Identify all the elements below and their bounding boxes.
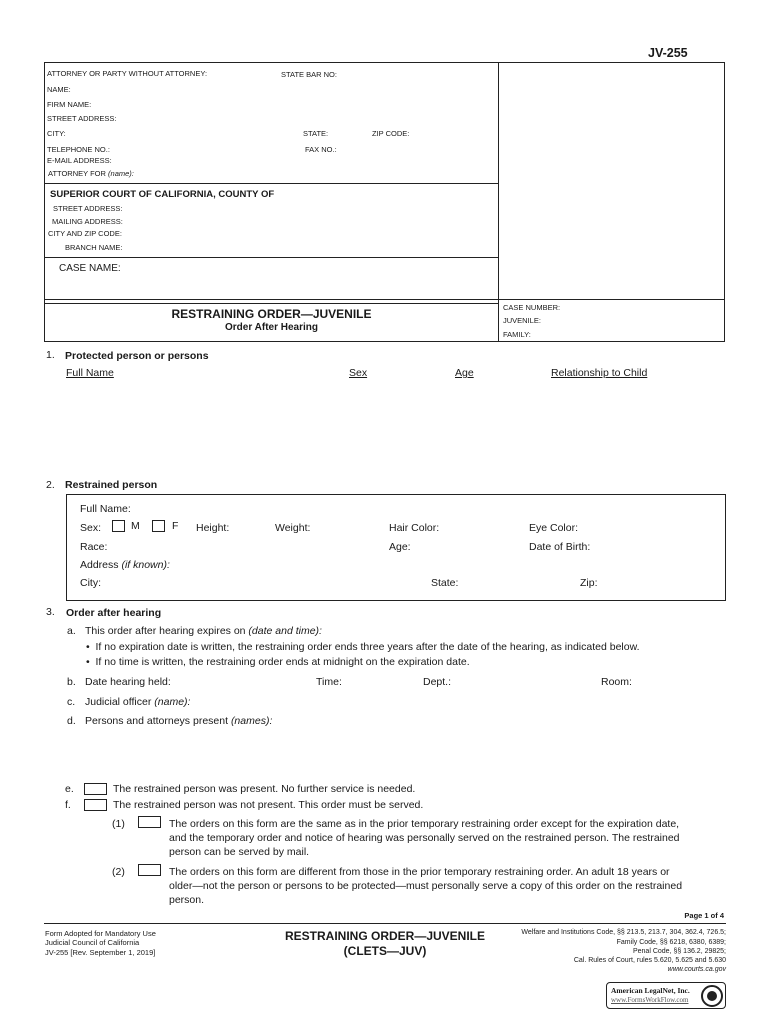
item-f-label: f. xyxy=(65,799,71,811)
attorney-for-label: ATTORNEY FOR (name): xyxy=(48,169,134,178)
fax-label: FAX NO.: xyxy=(305,145,337,154)
firm-label: FIRM NAME: xyxy=(47,100,92,109)
item-f2-checkbox[interactable] xyxy=(138,864,161,876)
footer-title: RESTRAINING ORDER—JUVENILE xyxy=(284,929,486,943)
item-c-label: c. xyxy=(67,696,76,708)
page-number: Page 1 of 4 xyxy=(684,911,724,920)
rp-city-label: City: xyxy=(80,577,101,589)
rp-height-label: Height: xyxy=(196,522,230,534)
rp-hair-label: Hair Color: xyxy=(389,522,440,534)
col-sex: Sex xyxy=(349,367,368,379)
rp-full-name-label: Full Name: xyxy=(80,503,131,515)
zip-label: ZIP CODE: xyxy=(372,129,410,138)
item-f1-line2: and the temporary order and notice of hearing was personally served on the restrained person. The restrained xyxy=(169,832,680,844)
item-b-label: b. xyxy=(67,676,76,688)
sex-f-checkbox[interactable] xyxy=(152,520,165,532)
footer-codes-3: Penal Code, §§ 136.2, 29825; xyxy=(632,948,726,955)
item-f-checkbox[interactable] xyxy=(84,799,107,811)
court-street-label: STREET ADDRESS: xyxy=(53,204,123,213)
sex-f-label: F xyxy=(172,520,179,532)
attorney-header: ATTORNEY OR PARTY WITHOUT ATTORNEY: xyxy=(47,69,208,78)
item-b-room: Room: xyxy=(601,676,632,688)
item-e-label: e. xyxy=(65,783,74,795)
telephone-label: TELEPHONE NO.: xyxy=(47,145,110,154)
footer-codes-4: Cal. Rules of Court, rules 5.620, 5.625 and 5.630 xyxy=(573,957,726,964)
item-f2-label: (2) xyxy=(112,866,125,878)
footer-subtitle: (CLETS—JUV) xyxy=(343,944,427,958)
item-f1-checkbox[interactable] xyxy=(138,816,161,828)
section2-number: 2. xyxy=(46,479,55,491)
document-subtitle: Order After Hearing xyxy=(225,322,318,333)
city-label: CITY: xyxy=(47,129,66,138)
section1-title: Protected person or persons xyxy=(65,350,209,362)
bullet-1: • If no expiration date is written, the restraining order ends three years after the date of the hearing, as indicated below. xyxy=(86,641,640,653)
item-b-time: Time: xyxy=(316,676,342,688)
section3-title: Order after hearing xyxy=(66,607,162,619)
section3-number: 3. xyxy=(46,606,55,618)
rp-weight-label: Weight: xyxy=(275,522,311,534)
email-label: E-MAIL ADDRESS: xyxy=(47,156,112,165)
footer-adopted-2: Judicial Council of California xyxy=(45,938,140,947)
item-b-text: Date hearing held: xyxy=(85,676,171,688)
item-d-text: Persons and attorneys present (names): xyxy=(85,715,273,727)
state-label: STATE: xyxy=(303,129,329,138)
rp-age-label: Age: xyxy=(389,541,411,553)
juvenile-label: JUVENILE: xyxy=(503,316,541,325)
court-branch-label: BRANCH NAME: xyxy=(65,243,123,252)
family-label: FAMILY: xyxy=(503,330,531,339)
rp-zip-label: Zip: xyxy=(580,577,598,589)
case-name-label: CASE NAME: xyxy=(59,263,121,274)
sex-m-label: M xyxy=(131,520,140,532)
col-relationship: Relationship to Child xyxy=(551,367,648,379)
rp-dob-label: Date of Birth: xyxy=(529,541,591,553)
col-age: Age xyxy=(455,367,474,379)
case-number-box xyxy=(498,62,725,342)
form-id: JV-255 xyxy=(648,46,688,60)
item-e-checkbox[interactable] xyxy=(84,783,107,795)
legalnet-logo-icon xyxy=(700,984,724,1008)
document-title: RESTRAINING ORDER—JUVENILE xyxy=(171,307,372,321)
item-f1-label: (1) xyxy=(112,818,125,830)
rp-sex-label: Sex: xyxy=(80,522,102,534)
item-c-text: Judicial officer (name): xyxy=(85,696,191,708)
item-b-dept: Dept.: xyxy=(423,676,452,688)
footer-adopted-3: JV-255 [Rev. September 1, 2019] xyxy=(45,948,156,957)
street-label: STREET ADDRESS: xyxy=(47,114,117,123)
bullet-2: • If no time is written, the restraining order ends at midnight on the expiration date. xyxy=(86,656,470,668)
item-f2-line3: person. xyxy=(169,894,205,906)
footer-website[interactable]: www.courts.ca.gov xyxy=(667,966,726,973)
rp-state-label: State: xyxy=(431,577,459,589)
court-mailing-label: MAILING ADDRESS: xyxy=(52,217,123,226)
item-f1-line3: person can be served by mail. xyxy=(169,846,310,858)
item-f2-line1: The orders on this form are different from those in the prior temporary restraining order. An adult 18 years or xyxy=(169,866,670,878)
col-full-name: Full Name xyxy=(66,367,114,379)
item-a-text: This order after hearing expires on (date and time): xyxy=(85,625,322,637)
item-f-text: The restrained person was not present. This order must be served. xyxy=(113,799,424,811)
rp-race-label: Race: xyxy=(80,541,108,553)
name-label: NAME: xyxy=(47,85,71,94)
court-city-zip-label: CITY AND ZIP CODE: xyxy=(48,229,122,238)
item-f2-line2: older—not the person or persons to be protected—must personally serve a copy of this order on the restrained xyxy=(169,880,683,892)
footer-adopted-1: Form Adopted for Mandatory Use xyxy=(45,929,156,938)
case-number-label: CASE NUMBER: xyxy=(503,303,561,312)
footer-codes-2: Family Code, §§ 6218, 6380, 6389; xyxy=(616,939,726,946)
legalnet-name: American LegalNet, Inc. xyxy=(611,986,690,995)
item-d-label: d. xyxy=(67,715,76,727)
state-bar-label: STATE BAR NO: xyxy=(281,70,337,79)
item-e-text: The restrained person was present. No further service is needed. xyxy=(113,783,416,795)
section1-number: 1. xyxy=(46,349,55,361)
sex-m-checkbox[interactable] xyxy=(112,520,125,532)
legalnet-url[interactable]: www.FormsWorkFlow.com xyxy=(611,996,689,1004)
court-title: SUPERIOR COURT OF CALIFORNIA, COUNTY OF xyxy=(50,189,275,200)
footer-codes-1: Welfare and Institutions Code, §§ 213.5, 213.7, 304, 362.4, 726.5; xyxy=(521,929,726,936)
rp-eye-label: Eye Color: xyxy=(529,522,579,534)
item-f1-line1: The orders on this form are the same as in the prior temporary restraining order except for the expiration date, xyxy=(169,818,680,830)
section2-title: Restrained person xyxy=(65,479,158,491)
rp-address-label: Address (if known): xyxy=(80,559,170,571)
item-a-label: a. xyxy=(67,625,76,637)
